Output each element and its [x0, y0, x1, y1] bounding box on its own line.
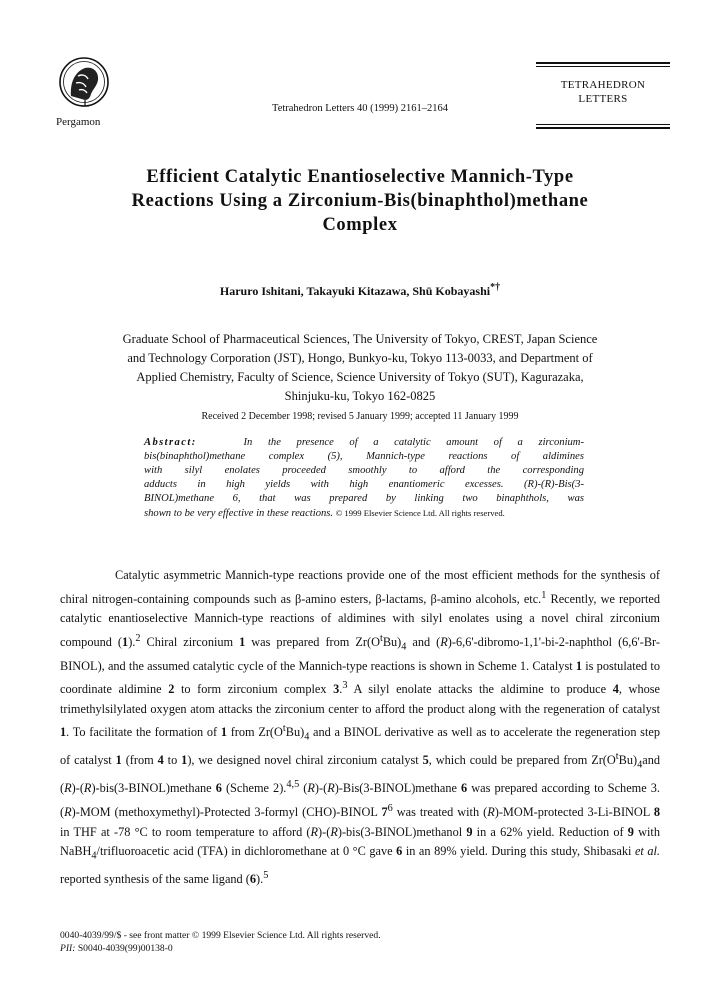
footer-line-2 — [60, 943, 381, 956]
journal-citation: Tetrahedron Letters 40 (1999) 2161–2164 — [272, 103, 448, 114]
footer-line-1: 0040-4039/99/$ - see front matter © 1999 Elsevier Science Ltd. All rights reserved. — [60, 930, 381, 941]
author-marks: *† — [490, 282, 501, 293]
body-paragraph: Catalytic asymmetric Mannich-type reactions provide one of the most efficient methods for the synthesis of chiral nitrogen-containing compounds such as β-amino esters, β-lactams, β-amino alcohols, etc.$^1$ Recently, we reported catalytic enantioselective Mannich-type reactions of aldimines with silyl enolates using a novel chiral zirconium compound (1).$^2$ Chiral zirconium 1 was prepared from $Zr(O^tBu)_4$ and (R)-6,6'-dibromo-1,1'-bi-2-naphthol (6,6'-Br-BINOL), and the assumed catalytic cycle of the Mannich-type reactions is shown in Scheme 1. Catalyst 1 is postulated to coordinate aldimine 2 to form zirconium complex 3.$^3$ A silyl enolate attacks the aldimine to produce 4, whose trimethylsilylated oxygen atom attacks the zirconium center to afford the product along with the regeneration of catalyst 1. To facilitate the formation of 1 from $Zr(O^tBu)_4$ and a BINOL derivative as well as to accelerate the regeneration step of catalyst 1 (from 4 to 1), we designed novel chiral zirconium catalyst 5, which could be prepared from $Zr(O^tBu)_4and$ (R)-(R)-bis(3-BINOL)methane 6 (Scheme 2).$^{4,5}$ (R)-(R)-Bis(3-BINOL)methane 6 was prepared according to Scheme 3. (R)-MOM (methoxymethyl)-Protected 3-formyl (CHO)-BINOL $7^6$ was treated with (R)-MOM-protected 3-Li-BINOL 8 in THF at -78 °C to room temperature to afford (R)-(R)-bis(3-BINOL)methanol 9 in a 62% yield. Reduction of 9 with NaBH$_4$/trifluoroacetic acid (TFA) in dichloromethane at 0 °C gave 6 in an 89% yield. During this study, Shibasaki et al. reported synthesis of the same ligand (6).$^5$ — [60, 568, 661, 887]
affiliation — [70, 330, 650, 406]
abstract-line-1 — [144, 436, 584, 450]
paper-title — [60, 165, 660, 237]
abstract-text-6: shown to be very effective in these reactions. — [144, 508, 334, 519]
header-rule-top — [536, 62, 670, 64]
reference-5[interactable]: 5 — [263, 869, 269, 881]
journal-name-line-2: LETTERS — [578, 93, 628, 105]
affiliation-line-3: Applied Chemistry, Faculty of Science, Science University of Tokyo (SUT), Kagurazaka, — [136, 370, 584, 384]
reference-6[interactable]: 6 — [387, 802, 393, 814]
publisher-name: Pergamon — [56, 116, 101, 128]
abstract-line-2: bis(binaphthol)methane complex (5), Mannich-type reactions of aldimines — [144, 451, 584, 462]
abstract-label: Abstract: — [144, 437, 197, 448]
abstract-line-4: adducts in high yields with high enantiomeric excesses. (R)-(R)-Bis(3- — [144, 479, 584, 490]
abstract-copyright: © 1999 Elsevier Science Ltd. All rights reserved. — [335, 508, 505, 518]
abstract — [144, 436, 584, 521]
reference-3[interactable]: 3 — [342, 680, 348, 692]
journal-name — [536, 78, 670, 106]
reference-1[interactable]: 1 — [541, 589, 547, 601]
journal-name-line-1: TETRAHEDRON — [560, 79, 646, 91]
received-dates: Received 2 December 1998; revised 5 January 1999; accepted 11 January 1999 — [201, 411, 519, 422]
reference-2[interactable]: 2 — [135, 632, 141, 644]
author-list — [0, 282, 720, 299]
abstract-line-5: BINOL)methane 6, that was prepared by linking two binaphthols, was — [144, 493, 584, 504]
affiliation-line-4: Shinjuku-ku, Tokyo 162-0825 — [284, 389, 436, 403]
title-line-3: Complex — [322, 215, 398, 235]
affiliation-line-1: Graduate School of Pharmaceutical Sciences, The University of Tokyo, CREST, Japan Science — [122, 332, 598, 346]
reference-4-5[interactable]: 4,5 — [286, 779, 300, 791]
title-line-1: Efficient Catalytic Enantioselective Mannich-Type — [146, 167, 574, 187]
title-line-2: Reactions Using a Zirconium-Bis(binaphthol)methane — [131, 191, 589, 211]
abstract-text-1: In the presence of a catalytic amount of a zirconium- — [243, 437, 584, 448]
footer-copyright — [60, 930, 381, 955]
pii-value: S0040-4039(99)00138-0 — [75, 942, 173, 954]
header-rule-bottom-thin — [536, 124, 670, 125]
body-text — [60, 566, 660, 890]
header-rule-bottom — [536, 127, 670, 129]
abstract-line-3: with silyl enolates proceeded smoothly to afford the corresponding — [144, 465, 584, 476]
pii-label: PII: — [60, 942, 76, 954]
header-rule-top-thin — [536, 66, 670, 67]
affiliation-line-2: and Technology Corporation (JST), Hongo, Bunkyo-ku, Tokyo 113-0033, and Department of — [127, 351, 593, 365]
abstract-line-6 — [144, 506, 584, 521]
author-names: Haruro Ishitani, Takayuki Kitazawa, Shū Kobayashi — [219, 284, 491, 298]
